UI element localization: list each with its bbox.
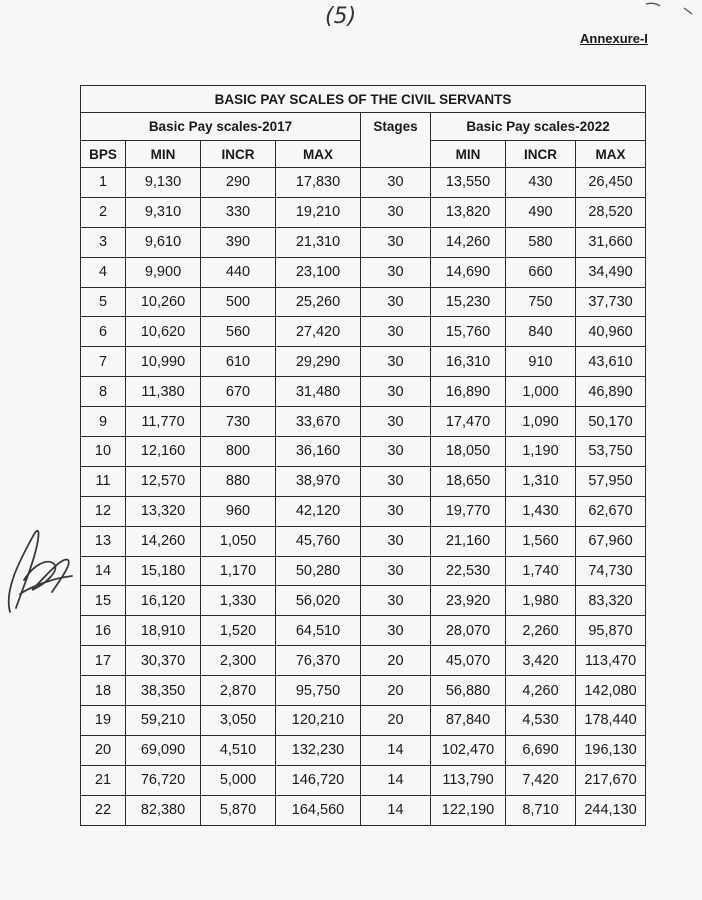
cell-incr-2022: 1,740 — [506, 556, 576, 586]
cell-min-2022: 56,880 — [431, 676, 506, 706]
cell-min-2017: 13,320 — [126, 496, 201, 526]
pay-scales-table — [80, 85, 646, 826]
cell-stages: 14 — [361, 765, 431, 795]
cell-incr-2022: 1,190 — [506, 437, 576, 467]
cell-max-2022: 83,320 — [576, 586, 646, 616]
cell-min-2017: 14,260 — [126, 526, 201, 556]
cell-incr-2017: 5,870 — [201, 795, 276, 825]
cell-incr-2017: 880 — [201, 466, 276, 496]
cell-max-2022: 50,170 — [576, 407, 646, 437]
cell-incr-2017: 5,000 — [201, 765, 276, 795]
cell-max-2017: 164,560 — [276, 795, 361, 825]
cell-max-2022: 53,750 — [576, 437, 646, 467]
cell-incr-2022: 580 — [506, 227, 576, 257]
cell-min-2017: 69,090 — [126, 735, 201, 765]
cell-incr-2022: 910 — [506, 347, 576, 377]
cell-max-2017: 31,480 — [276, 377, 361, 407]
table-row — [81, 496, 646, 526]
table-row — [81, 556, 646, 586]
cell-bps: 1 — [81, 168, 126, 198]
cell-max-2022: 34,490 — [576, 257, 646, 287]
cell-max-2022: 178,440 — [576, 706, 646, 736]
cell-incr-2017: 730 — [201, 407, 276, 437]
cell-incr-2022: 660 — [506, 257, 576, 287]
cell-stages: 30 — [361, 496, 431, 526]
table-row — [81, 735, 646, 765]
cell-max-2022: 46,890 — [576, 377, 646, 407]
cell-incr-2017: 390 — [201, 227, 276, 257]
cell-incr-2022: 1,000 — [506, 377, 576, 407]
cell-bps: 5 — [81, 287, 126, 317]
cell-min-2022: 16,890 — [431, 377, 506, 407]
cell-incr-2022: 8,710 — [506, 795, 576, 825]
stages-header: Stages — [361, 113, 431, 168]
col-header-incr-2017: INCR — [201, 141, 276, 168]
table-row — [81, 377, 646, 407]
cell-bps: 8 — [81, 377, 126, 407]
table-row — [81, 795, 646, 825]
cell-incr-2022: 4,260 — [506, 676, 576, 706]
table-row — [81, 676, 646, 706]
cell-min-2017: 9,310 — [126, 197, 201, 227]
cell-max-2022: 196,130 — [576, 735, 646, 765]
cell-min-2022: 15,230 — [431, 287, 506, 317]
cell-stages: 30 — [361, 287, 431, 317]
cell-min-2017: 11,380 — [126, 377, 201, 407]
table-row — [81, 616, 646, 646]
cell-bps: 20 — [81, 735, 126, 765]
cell-max-2022: 67,960 — [576, 526, 646, 556]
table-row — [81, 466, 646, 496]
cell-min-2022: 113,790 — [431, 765, 506, 795]
cell-max-2017: 33,670 — [276, 407, 361, 437]
cell-min-2022: 15,760 — [431, 317, 506, 347]
corner-pen-mark — [640, 0, 700, 20]
col-header-bps: BPS — [81, 141, 126, 168]
table-row — [81, 257, 646, 287]
annexure-label: Annexure-I — [580, 31, 648, 46]
cell-incr-2017: 2,300 — [201, 646, 276, 676]
cell-bps: 11 — [81, 466, 126, 496]
cell-max-2022: 95,870 — [576, 616, 646, 646]
cell-incr-2017: 1,330 — [201, 586, 276, 616]
table-row — [81, 586, 646, 616]
cell-min-2022: 21,160 — [431, 526, 506, 556]
cell-max-2017: 76,370 — [276, 646, 361, 676]
cell-bps: 19 — [81, 706, 126, 736]
cell-incr-2022: 430 — [506, 168, 576, 198]
cell-min-2017: 30,370 — [126, 646, 201, 676]
table-row — [81, 347, 646, 377]
cell-min-2022: 18,650 — [431, 466, 506, 496]
cell-incr-2022: 1,430 — [506, 496, 576, 526]
cell-min-2017: 11,770 — [126, 407, 201, 437]
cell-max-2017: 50,280 — [276, 556, 361, 586]
cell-max-2022: 43,610 — [576, 347, 646, 377]
cell-stages: 14 — [361, 735, 431, 765]
cell-max-2022: 113,470 — [576, 646, 646, 676]
cell-max-2017: 64,510 — [276, 616, 361, 646]
cell-incr-2022: 490 — [506, 197, 576, 227]
table-row — [81, 317, 646, 347]
cell-stages: 30 — [361, 586, 431, 616]
cell-incr-2022: 7,420 — [506, 765, 576, 795]
table-row — [81, 197, 646, 227]
cell-bps: 6 — [81, 317, 126, 347]
cell-min-2022: 18,050 — [431, 437, 506, 467]
cell-min-2022: 22,530 — [431, 556, 506, 586]
cell-max-2017: 120,210 — [276, 706, 361, 736]
cell-bps: 18 — [81, 676, 126, 706]
cell-bps: 7 — [81, 347, 126, 377]
cell-incr-2022: 1,090 — [506, 407, 576, 437]
table-row — [81, 646, 646, 676]
cell-min-2022: 102,470 — [431, 735, 506, 765]
cell-min-2017: 12,160 — [126, 437, 201, 467]
cell-stages: 30 — [361, 437, 431, 467]
table-row — [81, 765, 646, 795]
cell-incr-2022: 1,560 — [506, 526, 576, 556]
cell-bps: 15 — [81, 586, 126, 616]
cell-max-2022: 244,130 — [576, 795, 646, 825]
cell-min-2017: 10,620 — [126, 317, 201, 347]
cell-max-2017: 25,260 — [276, 287, 361, 317]
table-row — [81, 227, 646, 257]
cell-min-2022: 14,260 — [431, 227, 506, 257]
cell-max-2022: 217,670 — [576, 765, 646, 795]
handwritten-signature — [2, 520, 77, 620]
cell-max-2017: 27,420 — [276, 317, 361, 347]
cell-max-2017: 23,100 — [276, 257, 361, 287]
table-row — [81, 706, 646, 736]
cell-stages: 30 — [361, 556, 431, 586]
cell-stages: 30 — [361, 526, 431, 556]
col-header-max-2022: MAX — [576, 141, 646, 168]
cell-incr-2017: 1,520 — [201, 616, 276, 646]
cell-incr-2022: 840 — [506, 317, 576, 347]
cell-max-2022: 26,450 — [576, 168, 646, 198]
col-header-incr-2022: INCR — [506, 141, 576, 168]
cell-bps: 9 — [81, 407, 126, 437]
cell-incr-2022: 750 — [506, 287, 576, 317]
table-row — [81, 526, 646, 556]
cell-min-2022: 16,310 — [431, 347, 506, 377]
cell-stages: 30 — [361, 227, 431, 257]
cell-bps: 2 — [81, 197, 126, 227]
cell-min-2017: 76,720 — [126, 765, 201, 795]
cell-stages: 20 — [361, 676, 431, 706]
cell-bps: 4 — [81, 257, 126, 287]
cell-max-2017: 42,120 — [276, 496, 361, 526]
cell-incr-2022: 4,530 — [506, 706, 576, 736]
cell-max-2022: 62,670 — [576, 496, 646, 526]
cell-min-2022: 17,470 — [431, 407, 506, 437]
cell-incr-2017: 610 — [201, 347, 276, 377]
cell-bps: 21 — [81, 765, 126, 795]
cell-max-2017: 38,970 — [276, 466, 361, 496]
cell-min-2017: 12,570 — [126, 466, 201, 496]
cell-bps: 10 — [81, 437, 126, 467]
cell-max-2022: 37,730 — [576, 287, 646, 317]
cell-min-2022: 19,770 — [431, 496, 506, 526]
cell-incr-2017: 560 — [201, 317, 276, 347]
cell-bps: 16 — [81, 616, 126, 646]
cell-min-2022: 23,920 — [431, 586, 506, 616]
cell-min-2017: 18,910 — [126, 616, 201, 646]
cell-min-2017: 16,120 — [126, 586, 201, 616]
cell-incr-2017: 500 — [201, 287, 276, 317]
cell-incr-2017: 800 — [201, 437, 276, 467]
cell-incr-2017: 2,870 — [201, 676, 276, 706]
cell-max-2022: 142,080 — [576, 676, 646, 706]
cell-max-2017: 21,310 — [276, 227, 361, 257]
cell-min-2017: 10,990 — [126, 347, 201, 377]
cell-min-2017: 38,350 — [126, 676, 201, 706]
cell-incr-2017: 960 — [201, 496, 276, 526]
cell-stages: 30 — [361, 347, 431, 377]
cell-max-2017: 36,160 — [276, 437, 361, 467]
cell-max-2022: 74,730 — [576, 556, 646, 586]
table-row — [81, 168, 646, 198]
cell-incr-2017: 330 — [201, 197, 276, 227]
cell-bps: 22 — [81, 795, 126, 825]
cell-min-2022: 45,070 — [431, 646, 506, 676]
cell-min-2017: 59,210 — [126, 706, 201, 736]
cell-incr-2017: 1,170 — [201, 556, 276, 586]
cell-min-2022: 28,070 — [431, 616, 506, 646]
cell-max-2017: 45,760 — [276, 526, 361, 556]
cell-bps: 12 — [81, 496, 126, 526]
cell-stages: 30 — [361, 407, 431, 437]
cell-incr-2022: 3,420 — [506, 646, 576, 676]
cell-incr-2017: 4,510 — [201, 735, 276, 765]
cell-incr-2017: 1,050 — [201, 526, 276, 556]
cell-stages: 20 — [361, 706, 431, 736]
cell-max-2017: 146,720 — [276, 765, 361, 795]
cell-incr-2022: 1,310 — [506, 466, 576, 496]
table-row — [81, 287, 646, 317]
cell-incr-2017: 290 — [201, 168, 276, 198]
cell-bps: 14 — [81, 556, 126, 586]
cell-min-2017: 10,260 — [126, 287, 201, 317]
cell-bps: 3 — [81, 227, 126, 257]
handwritten-page-number: (5) — [325, 4, 357, 29]
cell-max-2022: 40,960 — [576, 317, 646, 347]
cell-max-2017: 56,020 — [276, 586, 361, 616]
cell-min-2017: 9,130 — [126, 168, 201, 198]
cell-max-2022: 57,950 — [576, 466, 646, 496]
cell-incr-2017: 3,050 — [201, 706, 276, 736]
cell-max-2017: 132,230 — [276, 735, 361, 765]
cell-max-2017: 19,210 — [276, 197, 361, 227]
cell-incr-2022: 6,690 — [506, 735, 576, 765]
cell-max-2017: 95,750 — [276, 676, 361, 706]
table-row — [81, 407, 646, 437]
cell-stages: 30 — [361, 257, 431, 287]
cell-max-2022: 28,520 — [576, 197, 646, 227]
col-header-min-2017: MIN — [126, 141, 201, 168]
cell-min-2022: 13,820 — [431, 197, 506, 227]
cell-incr-2017: 670 — [201, 377, 276, 407]
cell-incr-2022: 1,980 — [506, 586, 576, 616]
cell-stages: 30 — [361, 466, 431, 496]
col-header-max-2017: MAX — [276, 141, 361, 168]
table-row — [81, 437, 646, 467]
cell-min-2022: 87,840 — [431, 706, 506, 736]
cell-min-2017: 15,180 — [126, 556, 201, 586]
cell-max-2017: 29,290 — [276, 347, 361, 377]
cell-incr-2017: 440 — [201, 257, 276, 287]
cell-stages: 30 — [361, 377, 431, 407]
cell-stages: 30 — [361, 197, 431, 227]
cell-max-2022: 31,660 — [576, 227, 646, 257]
cell-min-2017: 82,380 — [126, 795, 201, 825]
table-title: BASIC PAY SCALES OF THE CIVIL SERVANTS — [81, 86, 646, 113]
cell-min-2017: 9,610 — [126, 227, 201, 257]
cell-min-2022: 13,550 — [431, 168, 506, 198]
cell-min-2022: 14,690 — [431, 257, 506, 287]
cell-stages: 20 — [361, 646, 431, 676]
cell-stages: 30 — [361, 317, 431, 347]
cell-bps: 17 — [81, 646, 126, 676]
cell-incr-2022: 2,260 — [506, 616, 576, 646]
cell-max-2017: 17,830 — [276, 168, 361, 198]
group-header-2017: Basic Pay scales-2017 — [81, 113, 361, 141]
col-header-min-2022: MIN — [431, 141, 506, 168]
cell-min-2022: 122,190 — [431, 795, 506, 825]
cell-bps: 13 — [81, 526, 126, 556]
cell-stages: 30 — [361, 616, 431, 646]
cell-min-2017: 9,900 — [126, 257, 201, 287]
group-header-2022: Basic Pay scales-2022 — [431, 113, 646, 141]
cell-stages: 14 — [361, 795, 431, 825]
cell-stages: 30 — [361, 168, 431, 198]
